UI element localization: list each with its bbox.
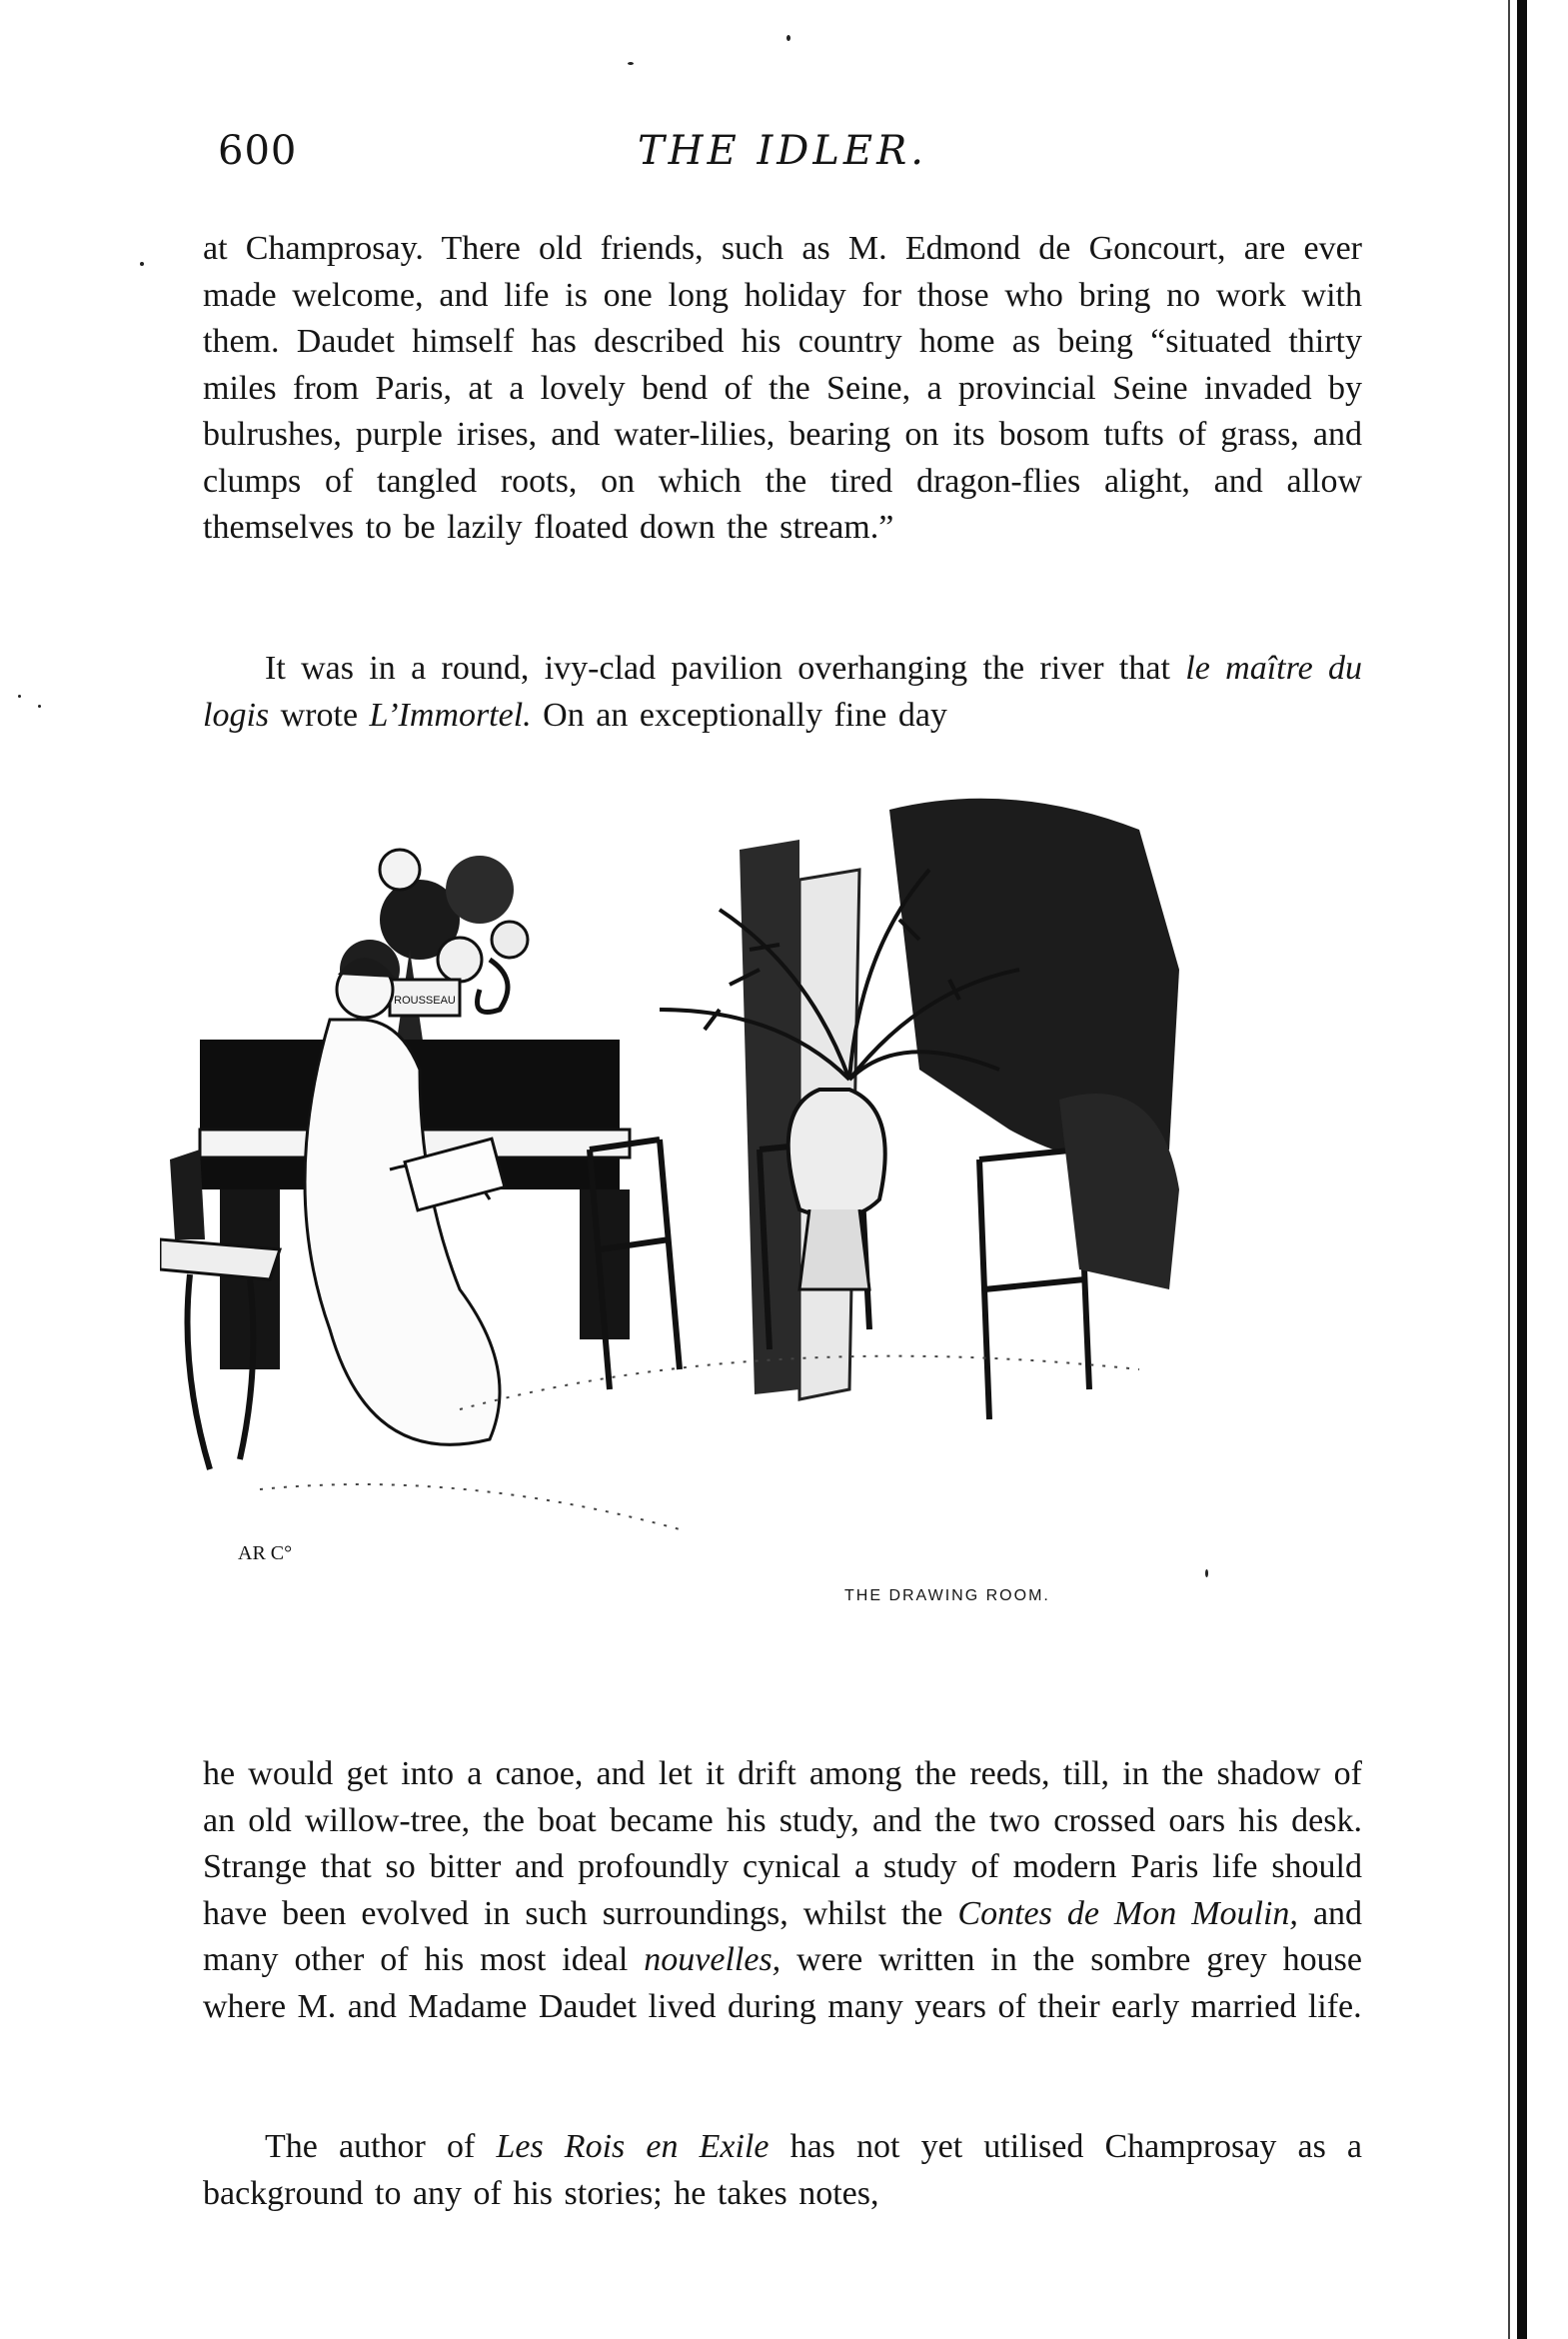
running-title: THE IDLER. — [638, 128, 927, 174]
ink-speck — [38, 705, 41, 708]
ink-speck — [1205, 1569, 1208, 1577]
page-header — [218, 128, 1367, 188]
page-binding-edge — [1517, 0, 1527, 2339]
ink-speck — [628, 62, 634, 65]
vase-icon — [788, 1090, 885, 1289]
paragraph-2-text-e: On an exceptionally fine day — [543, 696, 947, 734]
artist-signature: AR C° — [238, 1542, 293, 1564]
paragraph-4-text-c: has not yet utilised Champrosay as a background to any of his stories; he takes notes, — [203, 2128, 1363, 2212]
paragraph-4-italic-b: Les Rois en Exile — [496, 2128, 770, 2165]
paragraph-3-italic-d: nouvelles, — [644, 1941, 782, 1978]
paragraph-4-text-a: The author of — [265, 2128, 476, 2165]
paragraph-2-text-c: wrote — [280, 696, 359, 734]
sheet-music-title: ROUSSEAU — [394, 995, 456, 1007]
paragraph-3-text-a: he would get into a canoe, and let it drift among the reeds, till, in the shadow of an old willow-tree, the boat became his study, and the two crossed oars his desk. Strange that so bitter and profoundly cynical a study of modern Paris life should have been evolved in such surroundings, whilst the — [203, 1755, 1362, 1932]
paragraph-3-italic-b: Contes de Mon Moulin, — [957, 1894, 1298, 1932]
illustration-caption: THE DRAWING ROOM. — [844, 1587, 1050, 1604]
paragraph-2-italic-b: le maître du logis — [203, 650, 1362, 734]
paragraph-2-italic-d: L’Immortel. — [369, 696, 532, 734]
paragraph-2 — [203, 646, 1362, 739]
paragraph-3-text-c: and many other of his most ideal — [203, 1894, 1363, 1978]
ink-speck — [18, 695, 21, 698]
paragraph-2-text-a: It was in a round, ivy-clad pavilion overhanging the river that — [265, 650, 1170, 687]
drawing-room-illustration — [160, 770, 1329, 1779]
page-number: 600 — [218, 128, 298, 174]
paragraph-4 — [203, 2124, 1362, 2217]
ink-speck — [786, 35, 790, 41]
paragraph-1: at Champrosay. There old friends, such as M. Edmond de Goncourt, are ever made welcome, and life is one long holiday for those who bring no work with them. Daudet himself has described his country home as being “situated thirty miles from Paris, at a lovely bend of the Seine, a provincial Seine invaded by bulrushes, purple irises, and water-lilies, bearing on its bosom tufts of grass, and clumps of tangled roots, on which the tired dragon-flies alight, and allow themselves to be lazily floated down the stream.” — [203, 230, 1362, 546]
page-edge-shadow — [1508, 0, 1510, 2339]
paragraph-3-text-e: were written in the sombre grey house where M. and Madame Daudet lived during many years of their early married life. — [203, 1941, 1362, 2025]
paragraph-3 — [203, 1751, 1362, 2030]
illustration-drawing — [160, 770, 1329, 1779]
ink-speck — [140, 262, 144, 266]
